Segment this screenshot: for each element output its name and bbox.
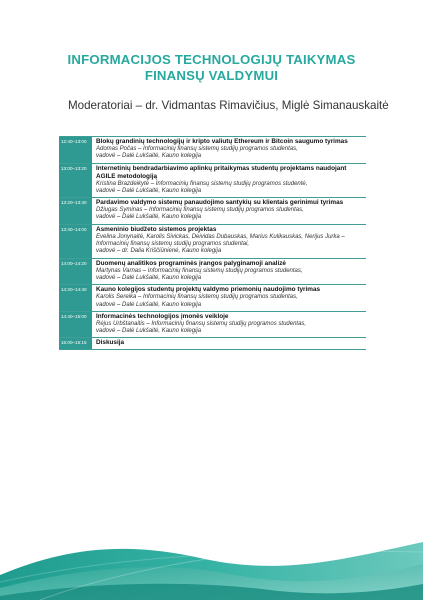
speaker-line: Kristina Brazdeikytė – Informacinių finansų sistemų studijų programos studentė,: [96, 180, 308, 187]
speaker-line: vadovė – Dalė Lukšaitė, Kauno kolegija: [96, 274, 202, 281]
schedule-row: [59, 137, 366, 164]
time-slot: 14:40–15:00: [59, 312, 93, 338]
schedule-row: [59, 338, 366, 350]
time-slot: 15:00–15:15: [59, 338, 93, 349]
speaker-line: Džiugas Syminas – Informacinių finansų sistemų studijų programos studentas,: [96, 207, 304, 214]
moderators-line: Moderatoriai – dr. Vidmantas Rimavičius, Miglė Simanauskaitė: [68, 99, 389, 112]
speaker-line: Informacinių finansų sistemų studijų programos studentai,: [96, 241, 250, 248]
decorative-wave-footer: [0, 530, 423, 600]
session-title: Informacinės technologijos įmonės veikloje: [96, 312, 229, 320]
page-title: [0, 52, 423, 84]
speaker-line: Evelina Jonynaitė, Karolis Sivickas, Deividas Dubauskas, Marius Kulikauskas, Nerijus Jurka –: [96, 233, 345, 240]
session-title: Diskusija: [96, 339, 125, 347]
schedule-row: [59, 285, 366, 312]
speaker-line: Martynas Varnas – Informacinių finansų sistemų studijų programos studentas,: [96, 267, 303, 274]
session-title: Pardavimo valdymo sistemų panaudojimo santykių su klientais gerinimui tyrimas: [96, 199, 344, 207]
speaker-line: vadovė – dr. Dalia Kriščiūnienė, Kauno kolegija: [96, 248, 222, 255]
speaker-line: vadovė – Dalė Lukšaitė, Kauno kolegija: [96, 301, 202, 308]
session-title: Internetinių bendradarbiavimo aplinkų pritaikymas studentų projektams naudojant AGILE metodologiją: [96, 164, 347, 180]
schedule-row: [59, 198, 366, 225]
schedule-row: [59, 164, 366, 199]
time-slot: 14:20–14:40: [59, 285, 93, 311]
speaker-line: Karolis Sereika – Informacinių finansų sistemų studijų programos studentas,: [96, 294, 298, 301]
speaker-line: Rėjus Urbštanaitis – Informacinių finansų sistemų studijų programos studentas,: [96, 320, 307, 327]
session-title: Blokų grandinių technologijų ir kripto valiutų Ethereum ir Bitcoin saugumo tyrimas: [96, 138, 348, 145]
schedule-row: [59, 225, 366, 259]
schedule-table: [59, 136, 366, 350]
session-content: [93, 259, 366, 285]
speaker-line: vadovė – Dalė Lukšaitė, Kauno kolegija: [96, 214, 202, 221]
title-line-2: FINANSŲ VALDYMUI: [144, 68, 279, 83]
session-content: [93, 338, 366, 349]
time-slot: 14:00–14:20: [59, 259, 93, 285]
session-content: [93, 285, 366, 311]
speaker-line: vadovė – Dalė Lukšaitė, Kauno kolegija: [96, 187, 202, 194]
session-content: [93, 312, 366, 338]
title-line-1: INFORMACIJOS TECHNOLOGIJŲ TAIKYMAS: [67, 52, 356, 67]
time-slot: 13:00–13:20: [59, 164, 93, 198]
session-content: [93, 137, 366, 163]
session-title: Kauno kolegijos studentų projektų valdymo priemonių naudojimo tyrimas: [96, 286, 321, 294]
session-title: Duomenų analitikos programinės įrangos palyginamoji analizė: [96, 259, 286, 267]
time-slot: 13:20–13:40: [59, 198, 93, 224]
speaker-line: vadovė – Dalė Lukšaitė, Kauno kolegija: [96, 153, 202, 160]
speaker-line: Adomas Počas – Informacinių finansų sistemų studijų programos studentas,: [96, 146, 298, 152]
time-slot: 13:40–14:00: [59, 225, 93, 258]
time-slot: 12:40–13:00: [59, 137, 93, 163]
speaker-line: vadovė – Dalė Lukšaitė, Kauno kolegija: [96, 328, 202, 335]
session-title: Asmeninio biudžeto sistemos projektas: [96, 225, 217, 233]
schedule-row: [59, 259, 366, 286]
schedule-row: [59, 312, 366, 339]
session-content: [93, 225, 366, 258]
session-content: [93, 164, 366, 198]
session-content: [93, 198, 366, 224]
